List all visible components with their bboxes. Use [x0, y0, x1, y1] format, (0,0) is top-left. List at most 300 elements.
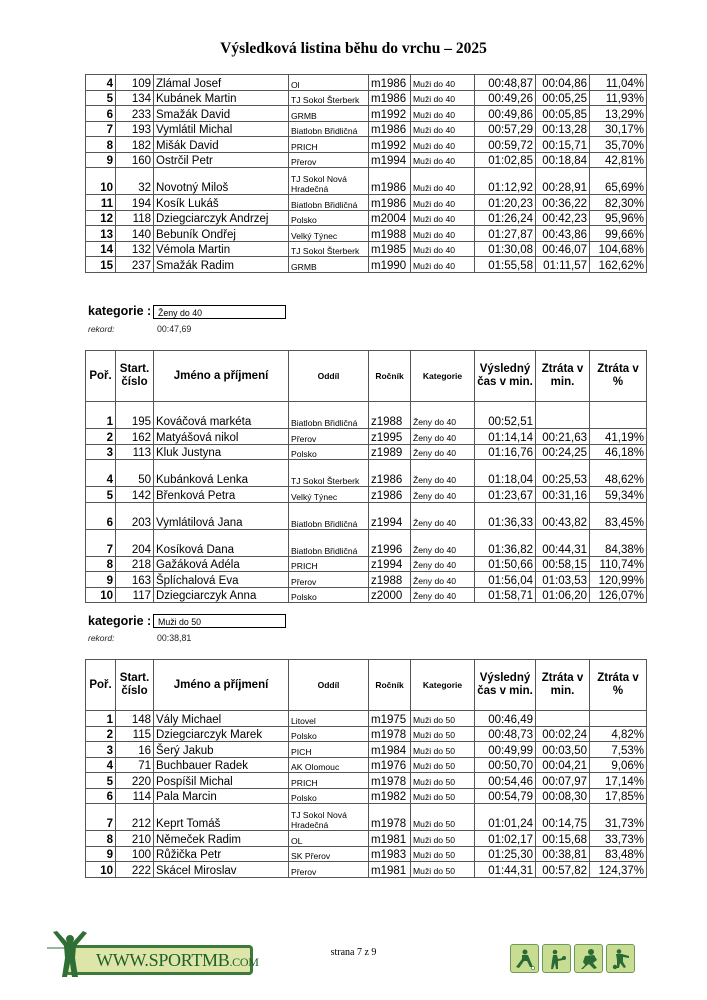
time-loss-cell [536, 711, 590, 727]
athlete-name-cell: Keprt Tomáš [154, 804, 289, 831]
row-position-cell: 4 [86, 75, 116, 91]
birth-year-cell: m1990 [369, 257, 411, 273]
table-row [86, 846, 647, 862]
start-number-cell: 148 [116, 711, 154, 727]
category-label: kategorie : [88, 614, 152, 628]
club-name-cell: Biatlobn Břidličná [289, 195, 369, 211]
club-name-cell: Polsko [289, 726, 369, 742]
category-cell: Muži do 40 [411, 137, 475, 153]
result-time-cell: 01:27,87 [475, 226, 536, 242]
result-time-cell: 00:48,73 [475, 726, 536, 742]
col-header-category: Kategorie [411, 351, 475, 402]
start-number-cell: 218 [116, 556, 154, 572]
club-name-cell: Litovel [289, 711, 369, 727]
club-name-cell: Ol [289, 75, 369, 91]
loss-percent-cell: 9,06% [590, 757, 647, 773]
result-time-cell: 01:36,33 [475, 502, 536, 529]
category-cell: Muži do 50 [411, 773, 475, 789]
table-row [86, 106, 647, 122]
start-number-cell: 210 [116, 831, 154, 847]
athlete-name-cell: Šplíchalová Eva [154, 572, 289, 588]
hockey-icon [574, 944, 603, 973]
club-name-cell: Polsko [289, 587, 369, 603]
table-row [86, 502, 647, 529]
start-number-cell: 115 [116, 726, 154, 742]
loss-percent-cell: 42,81% [590, 152, 647, 168]
row-position-cell: 14 [86, 241, 116, 257]
row-position-cell: 9 [86, 152, 116, 168]
result-time-cell: 00:54,79 [475, 788, 536, 804]
club-name-cell: Velký Týnec [289, 226, 369, 242]
athlete-name-cell: Bebuník Ondřej [154, 226, 289, 242]
result-time-cell: 00:59,72 [475, 137, 536, 153]
loss-percent-cell: 59,34% [590, 487, 647, 503]
table-row [86, 168, 647, 195]
birth-year-cell: m1978 [369, 726, 411, 742]
time-loss-cell: 00:43,82 [536, 502, 590, 529]
loss-percent-cell: 46,18% [590, 444, 647, 460]
table-header-row [86, 351, 647, 402]
category-cell: Muži do 40 [411, 90, 475, 106]
start-number-cell: 132 [116, 241, 154, 257]
club-name-cell: SK Přerov [289, 846, 369, 862]
result-time-cell: 00:57,29 [475, 121, 536, 137]
record-value: 00:38,81 [157, 633, 192, 643]
table-row [86, 152, 647, 168]
time-loss-cell: 00:14,75 [536, 804, 590, 831]
category-cell: Muži do 40 [411, 152, 475, 168]
club-name-cell: Polsko [289, 444, 369, 460]
start-number-cell: 194 [116, 195, 154, 211]
table-row [86, 726, 647, 742]
row-position-cell: 7 [86, 121, 116, 137]
club-name-cell: OL [289, 831, 369, 847]
result-time-cell: 00:52,51 [475, 402, 536, 429]
athlete-name-cell: Smažák David [154, 106, 289, 122]
time-loss-cell: 00:18,84 [536, 152, 590, 168]
athlete-name-cell: Buchbauer Radek [154, 757, 289, 773]
row-position-cell: 9 [86, 572, 116, 588]
start-number-cell: 220 [116, 773, 154, 789]
athlete-name-cell: Mišák David [154, 137, 289, 153]
club-name-cell: PRICH [289, 556, 369, 572]
loss-percent-cell: 99,66% [590, 226, 647, 242]
time-loss-cell: 00:28,91 [536, 168, 590, 195]
start-number-cell: 163 [116, 572, 154, 588]
result-time-cell: 00:50,70 [475, 757, 536, 773]
result-time-cell: 01:44,31 [475, 862, 536, 878]
athlete-name-cell: Dziegciarczyk Andrzej [154, 210, 289, 226]
birth-year-cell: m1978 [369, 804, 411, 831]
table-row [86, 742, 647, 758]
result-time-cell: 01:50,66 [475, 556, 536, 572]
start-number-cell: 203 [116, 502, 154, 529]
athlete-name-cell: Ostrčil Petr [154, 152, 289, 168]
table-row [86, 90, 647, 106]
loss-percent-cell [590, 402, 647, 429]
start-number-cell: 212 [116, 804, 154, 831]
birth-year-cell: z1989 [369, 444, 411, 460]
category-cell: Ženy do 40 [411, 429, 475, 445]
row-position-cell: 2 [86, 726, 116, 742]
time-loss-cell: 00:21,63 [536, 429, 590, 445]
col-header-year: Ročník [369, 660, 411, 711]
time-loss-cell: 00:25,53 [536, 460, 590, 487]
time-loss-cell: 00:44,31 [536, 529, 590, 556]
club-name-cell: PICH [289, 742, 369, 758]
col-header-start: Start. číslo [116, 660, 154, 711]
result-time-cell: 01:20,23 [475, 195, 536, 211]
club-name-cell: Velký Týnec [289, 487, 369, 503]
page-title: Výsledková listina běhu do vrchu – 2025 [220, 40, 487, 57]
category-cell: Muži do 50 [411, 757, 475, 773]
start-number-cell: 16 [116, 742, 154, 758]
athlete-name-cell: Smažák Radim [154, 257, 289, 273]
record-value: 00:47,69 [157, 324, 192, 334]
row-position-cell: 10 [86, 168, 116, 195]
time-loss-cell: 00:24,25 [536, 444, 590, 460]
athlete-name-cell: Břenková Petra [154, 487, 289, 503]
table-row [86, 121, 647, 137]
category-cell: Muži do 50 [411, 804, 475, 831]
results-table-zeny-do-40 [85, 350, 647, 603]
athlete-name-cell: Kosík Lukáš [154, 195, 289, 211]
loss-percent-cell: 83,48% [590, 846, 647, 862]
birth-year-cell: m1982 [369, 788, 411, 804]
start-number-cell: 140 [116, 226, 154, 242]
club-name-cell: TJ Sokol Šterberk [289, 460, 369, 487]
club-name-cell: Přerov [289, 429, 369, 445]
table-row [86, 773, 647, 789]
time-loss-cell: 00:05,25 [536, 90, 590, 106]
club-name-cell: Biatlobn Břidličná [289, 121, 369, 137]
table-tennis-icon [542, 944, 571, 973]
table-row [86, 444, 647, 460]
athlete-name-cell: Pospíšil Michal [154, 773, 289, 789]
result-time-cell: 01:02,17 [475, 831, 536, 847]
category-cell: Muži do 50 [411, 711, 475, 727]
result-time-cell: 01:30,08 [475, 241, 536, 257]
start-number-cell: 109 [116, 75, 154, 91]
time-loss-cell: 00:36,22 [536, 195, 590, 211]
birth-year-cell: m1981 [369, 862, 411, 878]
start-number-cell: 134 [116, 90, 154, 106]
row-position-cell: 3 [86, 742, 116, 758]
athlete-name-cell: Vémola Martin [154, 241, 289, 257]
birth-year-cell: m1975 [369, 711, 411, 727]
col-header-loss-min: Ztráta v min. [536, 351, 590, 402]
time-loss-cell: 00:15,71 [536, 137, 590, 153]
club-name-cell: Biatlobn Břidličná [289, 502, 369, 529]
row-position-cell: 8 [86, 137, 116, 153]
result-time-cell: 01:36,82 [475, 529, 536, 556]
club-name-cell: Přerov [289, 862, 369, 878]
result-time-cell: 01:55,58 [475, 257, 536, 273]
category-label: kategorie : [88, 304, 152, 318]
category-cell: Muži do 40 [411, 226, 475, 242]
start-number-cell: 113 [116, 444, 154, 460]
results-table-muzi-do-50 [85, 659, 647, 878]
birth-year-cell: z1988 [369, 572, 411, 588]
sport-icons [510, 944, 635, 973]
logo-suffix-text: .COM [229, 955, 259, 969]
birth-year-cell: z1994 [369, 556, 411, 572]
start-number-cell: 204 [116, 529, 154, 556]
col-header-loss-pct: Ztráta v % [590, 660, 647, 711]
category-value: Muži do 50 [153, 614, 286, 628]
birth-year-cell: z1994 [369, 502, 411, 529]
row-position-cell: 6 [86, 788, 116, 804]
club-name-cell: PRICH [289, 137, 369, 153]
start-number-cell: 182 [116, 137, 154, 153]
loss-percent-cell: 95,96% [590, 210, 647, 226]
club-name-cell: Polsko [289, 210, 369, 226]
category-cell: Ženy do 40 [411, 402, 475, 429]
table-row [86, 487, 647, 503]
athlete-name-cell: Matyášová nikol [154, 429, 289, 445]
col-header-por: Poř. [86, 351, 116, 402]
club-name-cell: TJ Sokol Šterberk [289, 241, 369, 257]
result-time-cell: 01:02,85 [475, 152, 536, 168]
category-cell: Muži do 40 [411, 121, 475, 137]
loss-percent-cell: 35,70% [590, 137, 647, 153]
table-row [86, 556, 647, 572]
athlete-name-cell: Gažáková Adéla [154, 556, 289, 572]
start-number-cell: 162 [116, 429, 154, 445]
loss-percent-cell: 65,69% [590, 168, 647, 195]
loss-percent-cell: 17,85% [590, 788, 647, 804]
row-position-cell: 2 [86, 429, 116, 445]
birth-year-cell: m2004 [369, 210, 411, 226]
time-loss-cell: 00:15,68 [536, 831, 590, 847]
athlete-name-cell: Dziegciarczyk Marek [154, 726, 289, 742]
time-loss-cell: 00:58,15 [536, 556, 590, 572]
col-header-start: Start. číslo [116, 351, 154, 402]
time-loss-cell: 00:07,97 [536, 773, 590, 789]
results-table-muzi-do-40 [85, 74, 647, 273]
time-loss-cell: 01:03,53 [536, 572, 590, 588]
athlete-name-cell: Kubánková Lenka [154, 460, 289, 487]
table-row [86, 788, 647, 804]
loss-percent-cell: 83,45% [590, 502, 647, 529]
athlete-name-cell: Vymlátilová Jana [154, 502, 289, 529]
athlete-name-cell: Šerý Jakub [154, 742, 289, 758]
loss-percent-cell: 4,82% [590, 726, 647, 742]
runner-icon [45, 930, 95, 980]
table-row [86, 257, 647, 273]
row-position-cell: 10 [86, 587, 116, 603]
start-number-cell: 160 [116, 152, 154, 168]
row-position-cell: 8 [86, 556, 116, 572]
category-cell: Muži do 50 [411, 846, 475, 862]
birth-year-cell: m1985 [369, 241, 411, 257]
time-loss-cell: 00:46,07 [536, 241, 590, 257]
club-name-cell: GRMB [289, 257, 369, 273]
category-cell: Muži do 50 [411, 742, 475, 758]
category-cell: Muži do 40 [411, 106, 475, 122]
table-row [86, 572, 647, 588]
club-name-cell: Přerov [289, 572, 369, 588]
athlete-name-cell: Zlámal Josef [154, 75, 289, 91]
category-cell: Muži do 50 [411, 862, 475, 878]
category-cell: Ženy do 40 [411, 460, 475, 487]
loss-percent-cell: 11,93% [590, 90, 647, 106]
time-loss-cell: 01:11,57 [536, 257, 590, 273]
birth-year-cell: m1976 [369, 757, 411, 773]
time-loss-cell: 01:06,20 [536, 587, 590, 603]
start-number-cell: 114 [116, 788, 154, 804]
time-loss-cell: 00:42,23 [536, 210, 590, 226]
birth-year-cell: m1978 [369, 773, 411, 789]
record-label: rekord: [88, 633, 115, 643]
row-position-cell: 9 [86, 846, 116, 862]
start-number-cell: 117 [116, 587, 154, 603]
loss-percent-cell: 7,53% [590, 742, 647, 758]
start-number-cell: 193 [116, 121, 154, 137]
birth-year-cell: z1986 [369, 487, 411, 503]
time-loss-cell: 00:38,81 [536, 846, 590, 862]
loss-percent-cell: 120,99% [590, 572, 647, 588]
club-name-cell: TJ Sokol Nová Hradečná [289, 804, 369, 831]
time-loss-cell: 00:57,82 [536, 862, 590, 878]
birth-year-cell: m1984 [369, 742, 411, 758]
time-loss-cell: 00:02,24 [536, 726, 590, 742]
birth-year-cell: z2000 [369, 587, 411, 603]
loss-percent-cell: 126,07% [590, 587, 647, 603]
table-row [86, 460, 647, 487]
loss-percent-cell: 162,62% [590, 257, 647, 273]
result-time-cell: 00:49,26 [475, 90, 536, 106]
row-position-cell: 3 [86, 444, 116, 460]
table-row [86, 587, 647, 603]
loss-percent-cell: 30,17% [590, 121, 647, 137]
row-position-cell: 6 [86, 106, 116, 122]
start-number-cell: 71 [116, 757, 154, 773]
category-cell: Ženy do 40 [411, 529, 475, 556]
row-position-cell: 8 [86, 831, 116, 847]
loss-percent-cell: 31,73% [590, 804, 647, 831]
start-number-cell: 50 [116, 460, 154, 487]
category-cell: Muži do 40 [411, 75, 475, 91]
table-row [86, 529, 647, 556]
club-name-cell: Přerov [289, 152, 369, 168]
start-number-cell: 32 [116, 168, 154, 195]
result-time-cell: 01:14,14 [475, 429, 536, 445]
row-position-cell: 7 [86, 804, 116, 831]
time-loss-cell [536, 402, 590, 429]
col-header-time: Výsledný čas v min. [475, 660, 536, 711]
result-time-cell: 01:18,04 [475, 460, 536, 487]
result-time-cell: 00:49,99 [475, 742, 536, 758]
loss-percent-cell: 41,19% [590, 429, 647, 445]
loss-percent-cell: 84,38% [590, 529, 647, 556]
result-time-cell: 00:49,86 [475, 106, 536, 122]
row-position-cell: 15 [86, 257, 116, 273]
athlete-name-cell: Skácel Miroslav [154, 862, 289, 878]
loss-percent-cell [590, 711, 647, 727]
start-number-cell: 142 [116, 487, 154, 503]
loss-percent-cell: 13,29% [590, 106, 647, 122]
club-name-cell: Biatlobn Břidličná [289, 402, 369, 429]
club-name-cell: AK Olomouc [289, 757, 369, 773]
football-icon [510, 944, 539, 973]
result-time-cell: 00:48,87 [475, 75, 536, 91]
start-number-cell: 222 [116, 862, 154, 878]
birth-year-cell: m1992 [369, 106, 411, 122]
club-name-cell: GRMB [289, 106, 369, 122]
result-time-cell: 01:23,67 [475, 487, 536, 503]
table-row [86, 226, 647, 242]
col-header-club: Oddíl [289, 351, 369, 402]
table-row [86, 862, 647, 878]
birth-year-cell: m1986 [369, 195, 411, 211]
category-cell: Ženy do 40 [411, 587, 475, 603]
col-header-name: Jméno a příjmení [154, 351, 289, 402]
loss-percent-cell: 17,14% [590, 773, 647, 789]
row-position-cell: 5 [86, 773, 116, 789]
birth-year-cell: m1986 [369, 168, 411, 195]
category-cell: Muži do 40 [411, 195, 475, 211]
col-header-time: Výsledný čas v min. [475, 351, 536, 402]
category-cell: Ženy do 40 [411, 444, 475, 460]
row-position-cell: 7 [86, 529, 116, 556]
time-loss-cell: 00:08,30 [536, 788, 590, 804]
row-position-cell: 1 [86, 711, 116, 727]
category-cell: Muži do 40 [411, 241, 475, 257]
start-number-cell: 118 [116, 210, 154, 226]
loss-percent-cell: 104,68% [590, 241, 647, 257]
row-position-cell: 11 [86, 195, 116, 211]
club-name-cell: TJ Sokol Šterberk [289, 90, 369, 106]
club-name-cell: TJ Sokol Nová Hradečná [289, 168, 369, 195]
time-loss-cell: 00:04,86 [536, 75, 590, 91]
table-header-row [86, 660, 647, 711]
birth-year-cell: m1988 [369, 226, 411, 242]
category-cell: Ženy do 40 [411, 502, 475, 529]
category-cell: Muži do 50 [411, 726, 475, 742]
row-position-cell: 6 [86, 502, 116, 529]
birth-year-cell: z1996 [369, 529, 411, 556]
row-position-cell: 13 [86, 226, 116, 242]
table-row [86, 711, 647, 727]
loss-percent-cell: 124,37% [590, 862, 647, 878]
time-loss-cell: 00:04,21 [536, 757, 590, 773]
athlete-name-cell: Kosíková Dana [154, 529, 289, 556]
time-loss-cell: 00:03,50 [536, 742, 590, 758]
col-header-loss-min: Ztráta v min. [536, 660, 590, 711]
birth-year-cell: z1995 [369, 429, 411, 445]
athlete-name-cell: Vymlátil Michal [154, 121, 289, 137]
table-row [86, 804, 647, 831]
row-position-cell: 4 [86, 757, 116, 773]
result-time-cell: 01:01,24 [475, 804, 536, 831]
athlete-name-cell: Růžička Petr [154, 846, 289, 862]
table-row [86, 210, 647, 226]
loss-percent-cell: 33,73% [590, 831, 647, 847]
time-loss-cell: 00:43,86 [536, 226, 590, 242]
time-loss-cell: 00:13,28 [536, 121, 590, 137]
loss-percent-cell: 48,62% [590, 460, 647, 487]
page-number: strana 7 z 9 [330, 947, 377, 958]
birth-year-cell: z1986 [369, 460, 411, 487]
logo-main-text: WWW.SPORTMB [96, 950, 230, 970]
start-number-cell: 195 [116, 402, 154, 429]
col-header-por: Poř. [86, 660, 116, 711]
result-time-cell: 01:16,76 [475, 444, 536, 460]
start-number-cell: 100 [116, 846, 154, 862]
row-position-cell: 1 [86, 402, 116, 429]
time-loss-cell: 00:05,85 [536, 106, 590, 122]
